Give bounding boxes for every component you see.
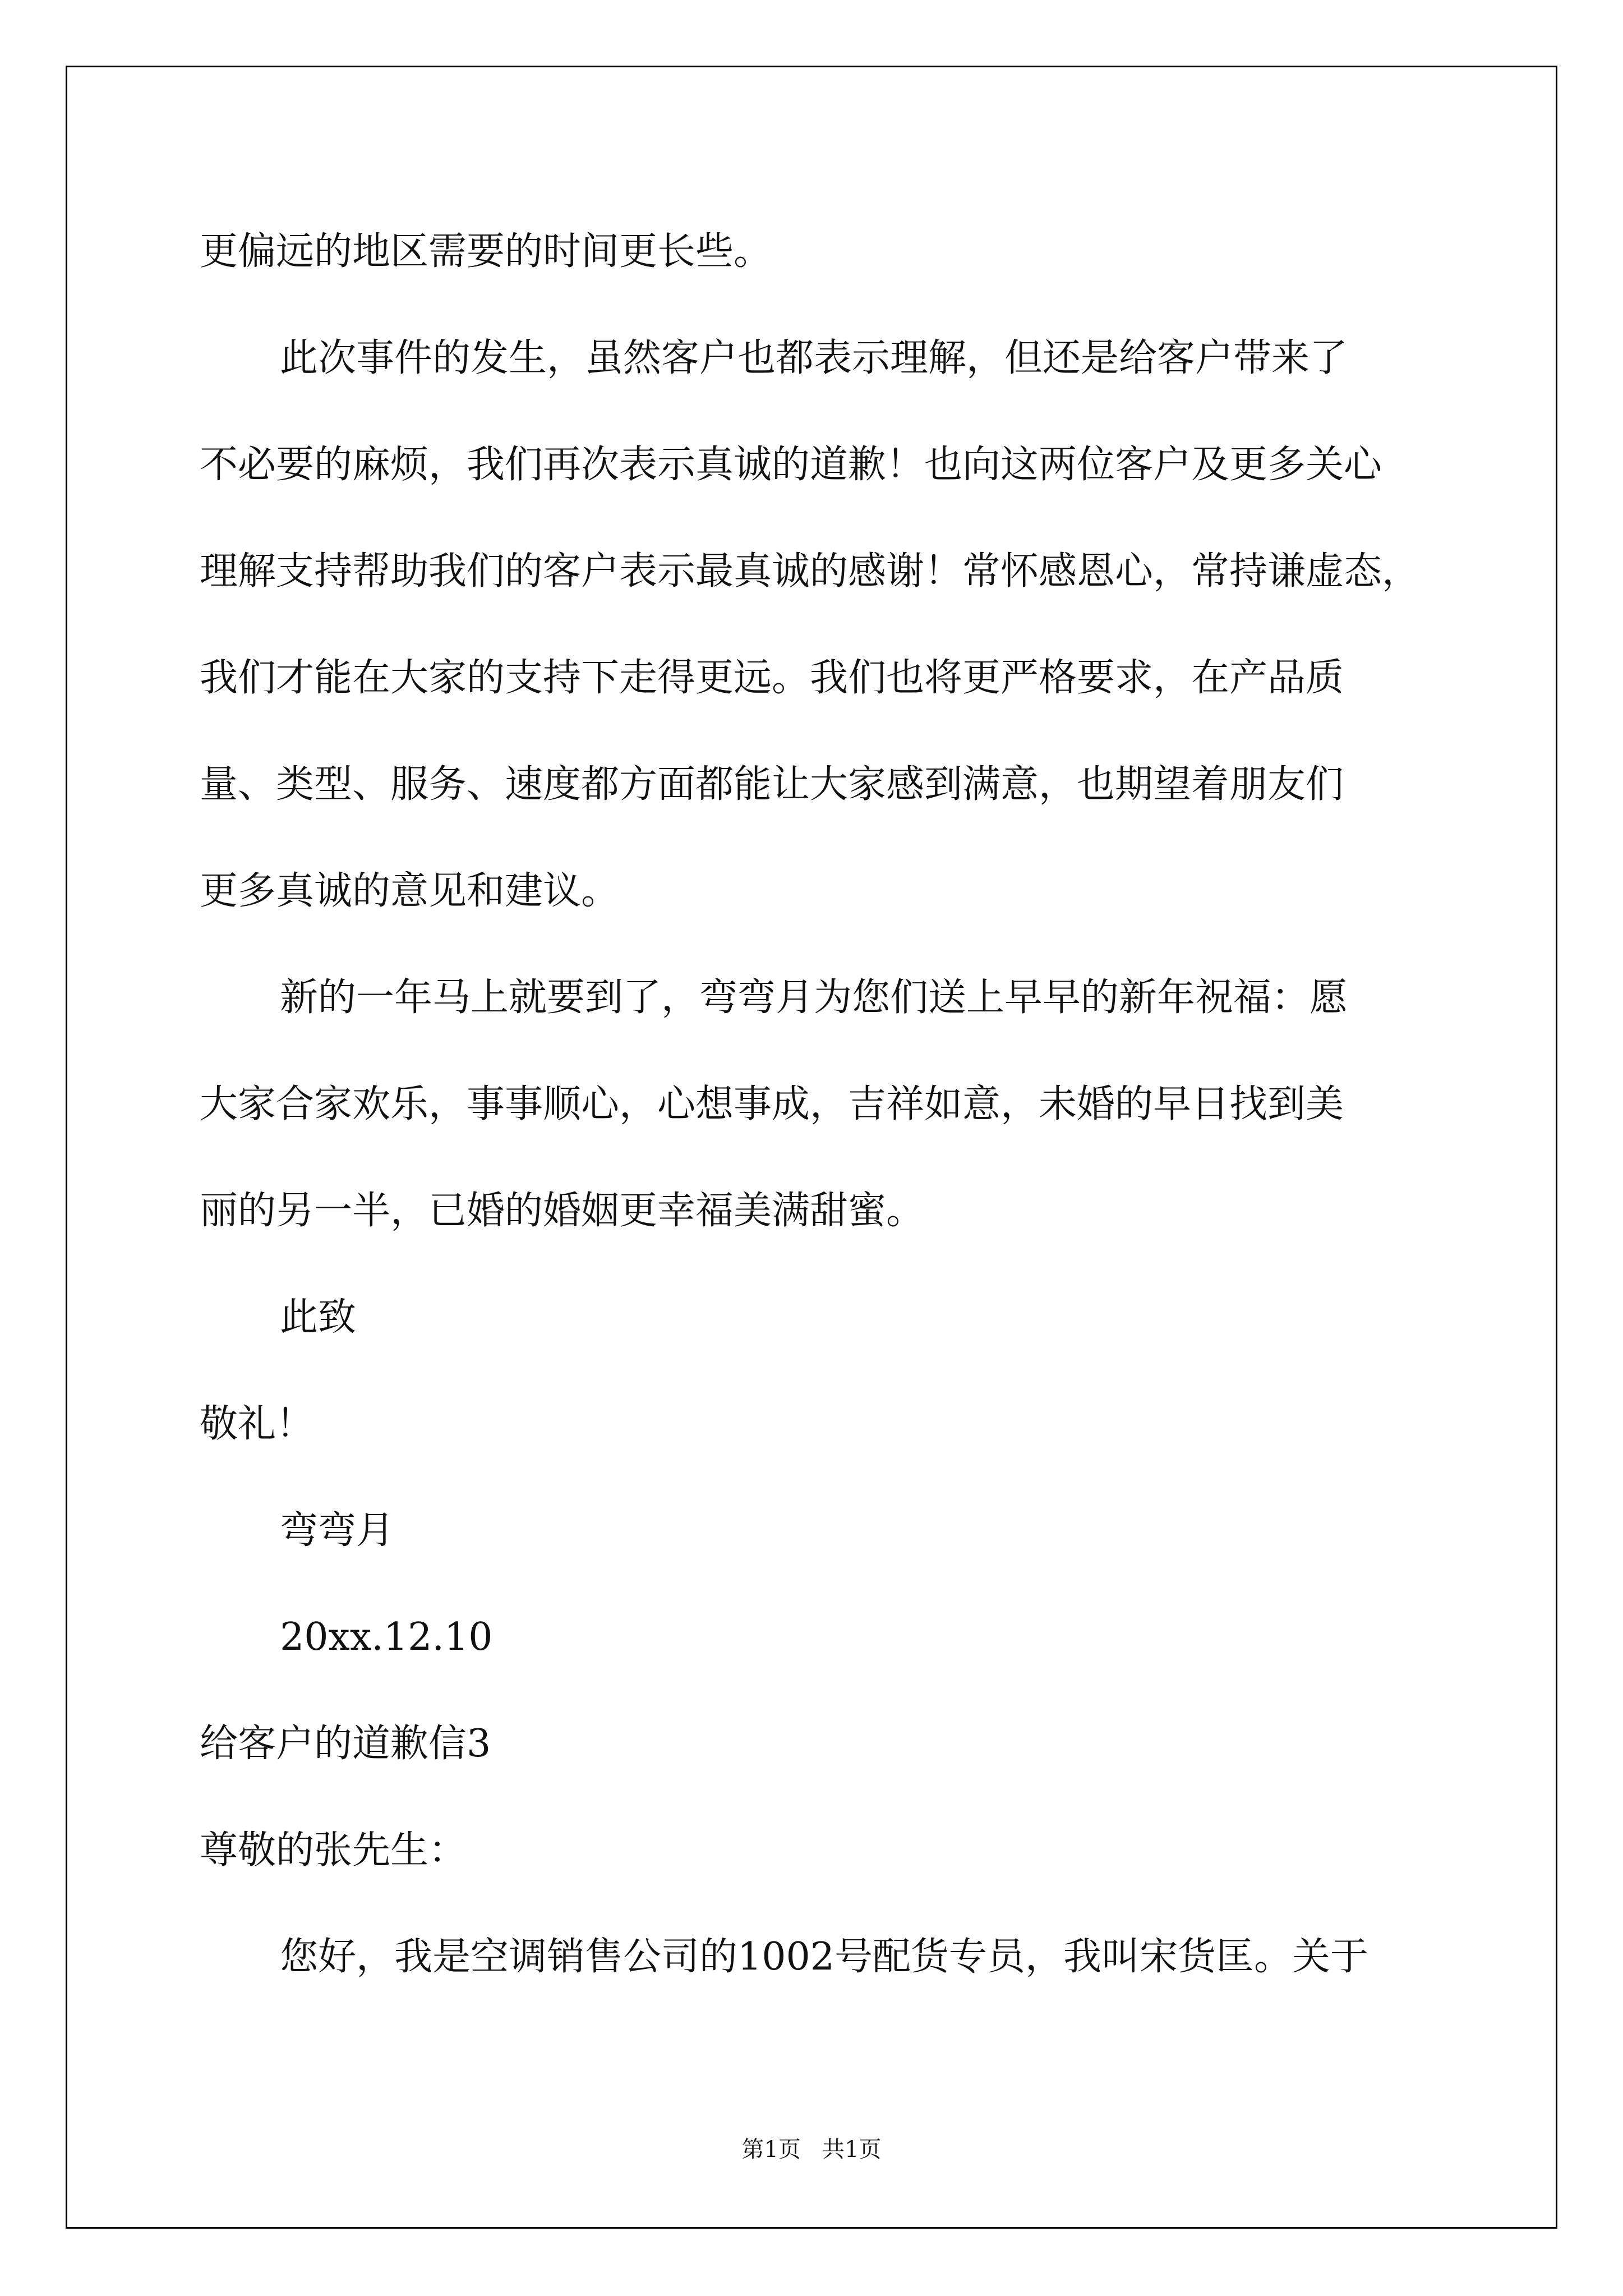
text-line: 量、类型、服务、速度都方面都能让大家感到满意，也期望着朋友们: [200, 762, 1344, 807]
page-border: [66, 66, 1557, 2229]
section-title: 给客户的道歉信3: [200, 1722, 491, 1766]
closing-respect: 敬礼！: [200, 1402, 315, 1446]
text-line: 丽的另一半，已婚的婚姻更幸福美满甜蜜。: [200, 1189, 925, 1233]
paragraph-start: 新的一年马上就要到了，弯弯月为您们送上早早的新年祝福：愿: [280, 976, 1348, 1020]
text-line: 理解支持帮助我们的客户表示最真诚的感谢！常怀感恩心，常持谦虚态，: [200, 549, 1421, 593]
text-line: 更偏远的地区需要的时间更长些。: [200, 229, 772, 274]
text-line: 更多真诚的意见和建议。: [200, 869, 620, 913]
paragraph-start: 您好，我是空调销售公司的1002号配货专员，我叫宋货匡。关于: [280, 1935, 1369, 1979]
paragraph-start: 此次事件的发生，虽然客户也都表示理解，但还是给客户带来了: [280, 336, 1348, 380]
page-number: 第1页 共1页: [741, 2137, 882, 2162]
text-line: 不必要的麻烦，我们再次表示真诚的道歉！也向这两位客户及更多关心: [200, 443, 1382, 487]
text-line: 大家合家欢乐，事事顺心，心想事成，吉祥如意，未婚的早日找到美: [200, 1082, 1344, 1126]
date: 20xx.12.10: [280, 1615, 493, 1659]
text-line: 我们才能在大家的支持下走得更远。我们也将更严格要求，在产品质: [200, 656, 1344, 700]
greeting: 尊敬的张先生：: [200, 1828, 467, 1872]
signature: 弯弯月: [280, 1508, 395, 1553]
closing-salutation: 此致: [280, 1295, 357, 1340]
